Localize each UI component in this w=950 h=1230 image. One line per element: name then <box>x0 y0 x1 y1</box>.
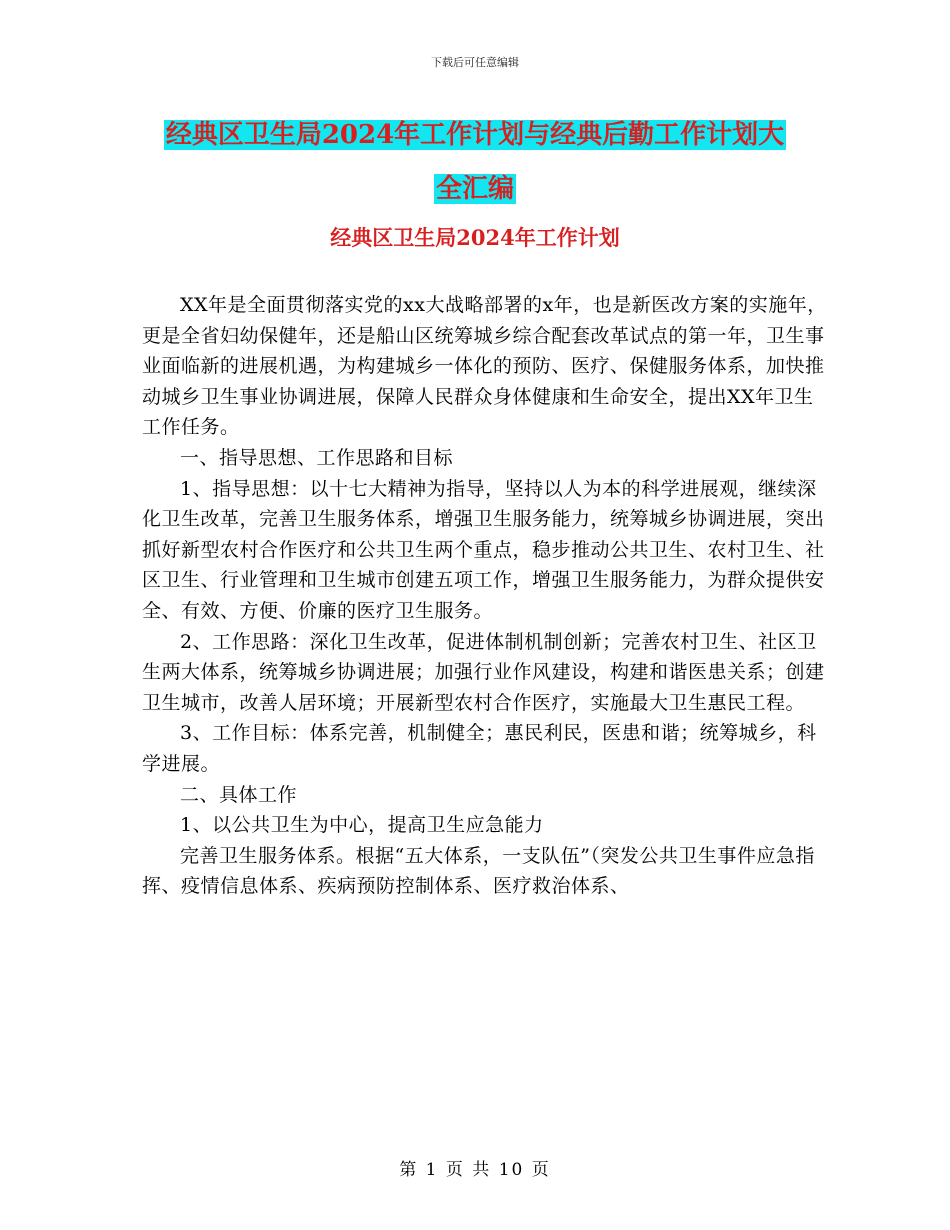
document-title <box>0 108 950 216</box>
header-note: 下载后可任意编辑 <box>431 56 519 69</box>
paragraph-intro: XX年是全面贯彻落实党的xx大战略部署的x年，也是新医改方案的实施年，更是全省妇幼保健年，还是船山区统筹城乡综合配套改革试点的第一年，卫生事业面临新的进展机遇，为构建城乡一体化的预防、医疗、保健服务体系，加快推动城乡卫生事业协调进展，保障人民群众身体健康和生命安全，提出XX年卫生工作任务。 <box>142 294 827 439</box>
heading-section-2: 二、具体工作 <box>180 783 298 806</box>
document-body <box>142 290 832 902</box>
heading-public-health: 1、以公共卫生为中心，提高卫生应急能力 <box>180 814 544 837</box>
heading-section-1: 一、指导思想、工作思路和目标 <box>180 446 454 469</box>
section-title: 经典区卫生局2024年工作计划 <box>330 225 620 250</box>
paragraph-service-system: 完善卫生服务体系。根据“五大体系，一支队伍”（突发公共卫生事件应急指挥、疫情信息体系、疾病预防控制体系、医疗救治体系、 <box>142 844 815 898</box>
title-line-2: 全汇编 <box>435 174 514 204</box>
paragraph-work-approach: 2、工作思路：深化卫生改革，促进体制机制创新；完善农村卫生、社区卫生两大体系，统筹城乡协调进展；加强行业作风建设，构建和谐医患关系；创建卫生城市，改善人居环境；开展新型农村合作医疗，实施最大卫生惠民工程。 <box>142 630 825 714</box>
paragraph-guiding-ideology: 1、指导思想：以十七大精神为指导，坚持以人为本的科学进展观，继续深化卫生改革，完善卫生服务体系，增强卫生服务能力，统筹城乡协调进展，突出抓好新型农村合作医疗和公共卫生两个重点，稳步推动公共卫生、农村卫生、社区卫生、行业管理和卫生城市创建五项工作，增强卫生服务能力，为群众提供安全、有效、方便、价廉的医疗卫生服务。 <box>142 477 825 622</box>
title-line-1: 经典区卫生局2024年工作计划与经典后勤工作计划大 <box>165 120 785 150</box>
page-footer: 第 1 页 共 10 页 <box>399 1160 551 1180</box>
paragraph-work-goals: 3、工作目标：体系完善，机制健全；惠民利民，医患和谐；统筹城乡，科学进展。 <box>142 722 817 775</box>
